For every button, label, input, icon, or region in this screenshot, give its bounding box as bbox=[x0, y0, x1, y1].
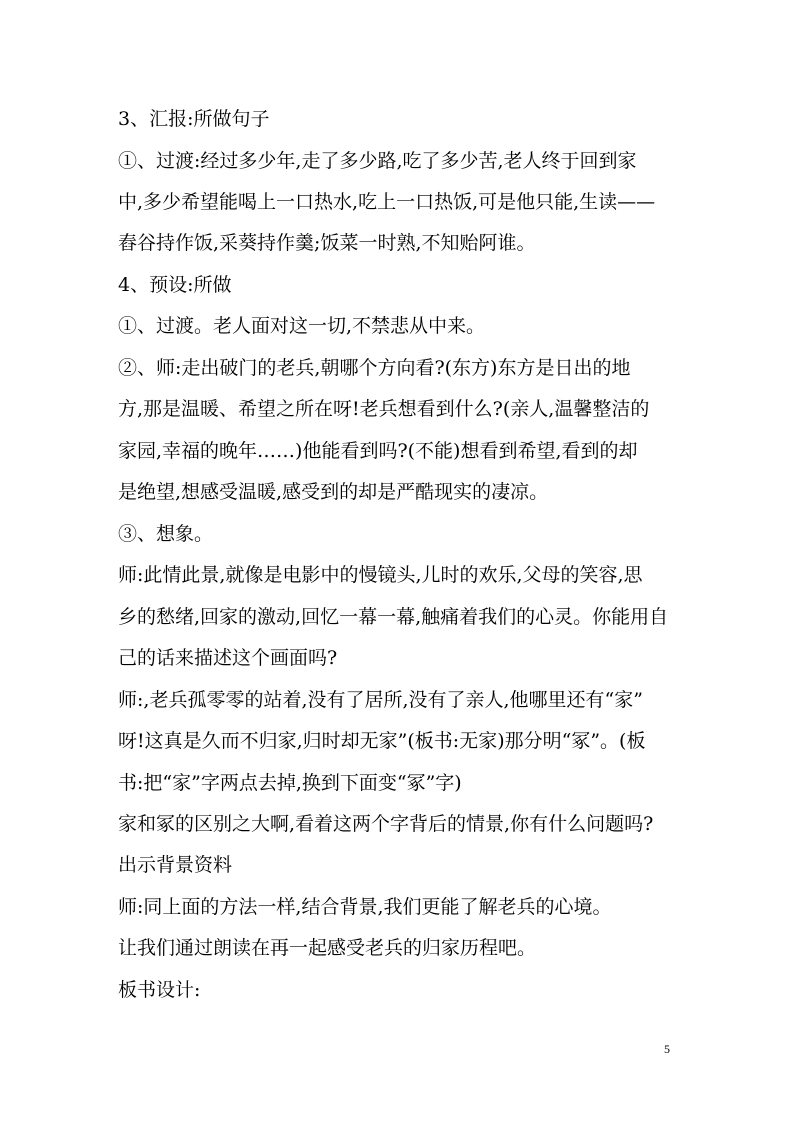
text-line: 方,那是温暖、希望之所在呀!老兵想看到什么?(亲人,温馨整洁的 bbox=[118, 398, 650, 420]
text-line: ①、过渡:经过多少年,走了多少路,吃了多少苦,老人终于回到家 bbox=[118, 150, 637, 172]
text-line: 是绝望,想感受温暖,感受到的却是严酷现实的凄凉。 bbox=[118, 481, 549, 503]
text-line: 书:把“家”字两点去掉,换到下面变“冢”字) bbox=[118, 772, 462, 794]
text-line: 3、汇报:所做句子 bbox=[118, 108, 270, 130]
text-line: 己的话来描述这个画面吗? bbox=[118, 647, 338, 669]
text-line: ①、过渡。老人面对这一切,不禁悲从中来。 bbox=[118, 315, 486, 337]
text-line: 师:此情此景,就像是电影中的慢镜头,儿时的欢乐,父母的笑容,思 bbox=[118, 564, 643, 586]
text-line: 板书设计: bbox=[118, 979, 201, 1001]
text-line: ②、师:走出破门的老兵,朝哪个方向看?(东方)东方是日出的地 bbox=[118, 357, 631, 379]
text-line: 中,多少希望能喝上一口热水,吃上一口热饭,可是他只能,生读—— bbox=[118, 191, 656, 213]
text-line: 家和冢的区别之大啊,看着这两个字背后的情景,你有什么问题吗? bbox=[118, 813, 654, 835]
text-line: ③、想象。 bbox=[118, 523, 214, 545]
text-line: 家园,幸福的晚年……)他能看到吗?(不能)想看到希望,看到的却 bbox=[118, 440, 638, 462]
text-line: 出示背景资料 bbox=[118, 854, 233, 876]
text-line: 师:同上面的方法一样,结合背景,我们更能了解老兵的心境。 bbox=[118, 896, 612, 918]
page-number: 5 bbox=[664, 1042, 670, 1056]
text-line: 师:,老兵孤零零的站着,没有了居所,没有了亲人,他哪里还有“家” bbox=[118, 689, 643, 711]
text-line: 乡的愁绪,回家的激动,回忆一幕一幕,触痛着我们的心灵。你能用自 bbox=[118, 606, 669, 628]
text-line: 呀!这真是久而不归家,归时却无家”(板书:无家)那分明“冢”。(板 bbox=[118, 730, 646, 752]
text-line: 4、预设:所做 bbox=[118, 274, 232, 296]
text-line: 舂谷持作饭,采葵持作羹;饭菜一时熟,不知贻阿谁。 bbox=[118, 232, 536, 254]
text-line: 让我们通过朗读在再一起感受老兵的归家历程吧。 bbox=[118, 937, 537, 959]
